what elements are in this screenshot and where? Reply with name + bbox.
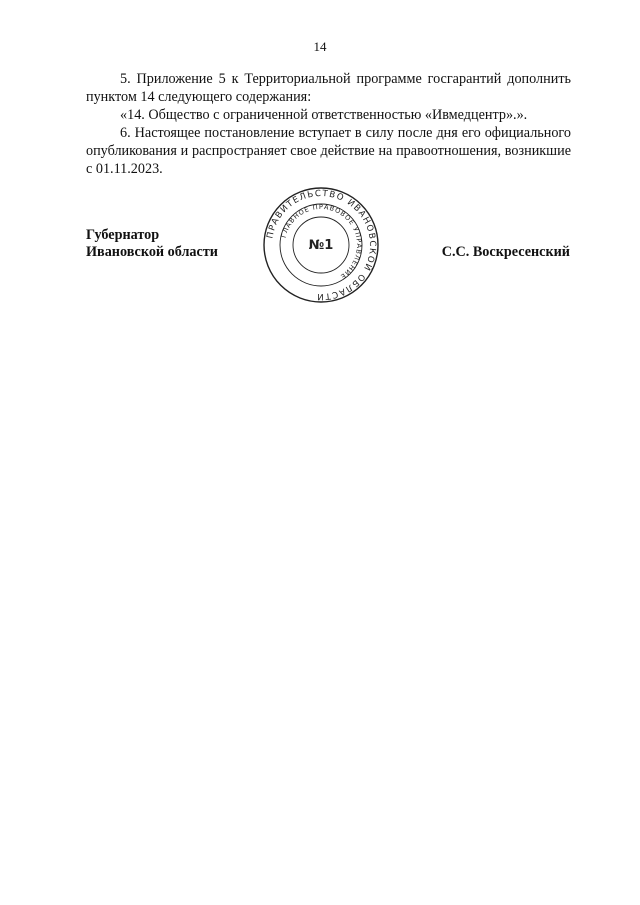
signatory-title-line-2: Ивановской области (86, 244, 218, 260)
signatory-title (86, 227, 218, 261)
paragraph-item-5: 5. Приложение 5 к Территориальной программе госгарантий дополнить пунктом 14 следующего содержания: (86, 71, 571, 105)
page-number: 14 (313, 39, 327, 54)
seal-outer-text: ПРАВИТЕЛЬСТВО ИВАНОВСКОЙ ОБЛАСТИ (265, 188, 378, 302)
official-seal (262, 186, 380, 304)
signatory-name: С.С. Воскресенский (441, 244, 570, 260)
seal-number: №1 (308, 238, 334, 253)
paragraph-item-6: 6. Настоящее постановление вступает в силу после дня его официального опубликования и распространяет свое действие на правоотношения, возникшие с 01.11.2023. (86, 125, 571, 177)
seal-inner-text: ГЛАВНОЕ ПРАВОВОЕ УПРАВЛЕНИЕ (279, 202, 364, 281)
paragraph-item-14: «14. Общество с ограниченной ответственностью «Ивмедцентр».». (120, 107, 528, 123)
signatory-title-line-1: Губернатор (86, 227, 160, 243)
